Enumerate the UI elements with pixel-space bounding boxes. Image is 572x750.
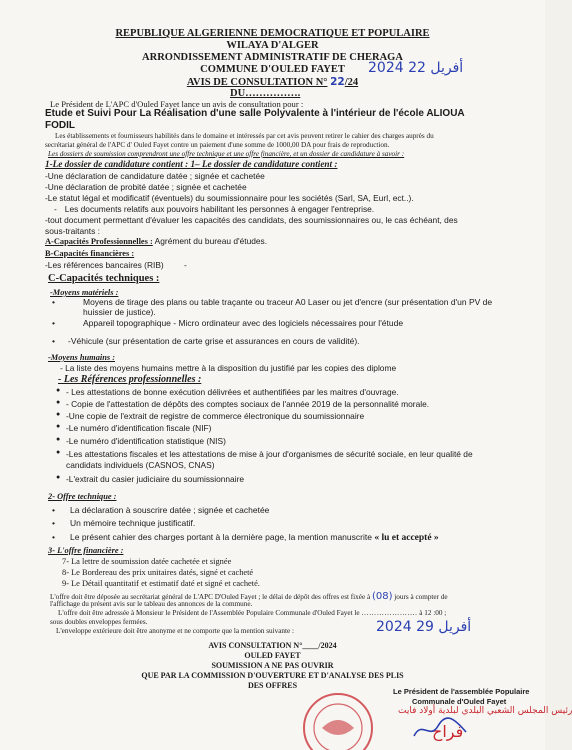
humains-item: - La liste des moyens humains mettre à la disposition du justifié par les copies des diplome [60, 363, 397, 373]
reference-item: -Une copie de l'extrait de registre de commerce électronique du soumissionnaire [66, 411, 365, 421]
signature-name: فراح [432, 722, 464, 741]
commune-title: COMMUNE D'OULED FAYET [200, 64, 345, 75]
references-title: - Les Références professionnelles : [58, 374, 202, 385]
stamp-arabic-text: رئيس المجلس الشعبي البلدي لبلدية أولاد فايت [398, 706, 572, 716]
bullet-icon: ● [56, 399, 61, 406]
candidature-title: 1-Le dossier de candidature contient : 1– Le dossier de candidature contient : [45, 159, 338, 169]
reference-item: candidats individuels (CASNOS, CNAS) [66, 460, 215, 470]
official-stamp-icon [292, 688, 384, 750]
wilaya-title: WILAYA D'ALGER [226, 40, 319, 51]
bullet-icon: • [52, 297, 56, 307]
bullet-icon: ● [56, 436, 61, 443]
candidature-item: -Une déclaration de candidature datée ; signée et cachetée [45, 171, 265, 181]
reference-item: -Le numéro d'identification statistique (NIS) [66, 436, 226, 446]
reference-item: - Copie de l'attestation de dépôts des comptes sociaux de l'année 2019 de la personnalité morale. [66, 399, 430, 409]
footer-line-1: L'offre doit être déposée au secrétariat général de L'APC D'Ouled Fayet ; le délai de dépôt des offres est fixée à (08) jours à compter de [50, 591, 448, 602]
offre-financiere-title: 3- L'offre financière : [48, 546, 124, 555]
signature-title-1: Le Président de l'assemblée Populaire [393, 687, 530, 696]
footer-line-5: L'enveloppe extérieure doit être anonyme et ne comporte que la mention suivante : [56, 627, 294, 635]
footer-line-3: L'offre doit être adressée à Monsieur le Président de l'Assemblée Populaire Communale d'Ouled Fayet le …………………. à 12 :00 ; [58, 609, 447, 617]
reference-item: - Les attestations de bonne exécution délivrées et authentifiées par les maitres d'ouvrage. [66, 387, 399, 397]
reference-item: -Le numéro d'identification fiscale (NIF) [66, 423, 212, 433]
reference-item: -L'extrait du casier judiciaire du soumissionnaire [66, 474, 245, 484]
bullet-icon: ● [56, 474, 61, 481]
bullet-icon: ● [56, 449, 61, 456]
candidature-item: sous-traitants : [45, 226, 100, 236]
reference-item: -Les attestations fiscales et les attestations de mise à jour d'organismes de sécurité sociale, en leur qualité de [66, 449, 473, 459]
handwritten-date-bottom: 2024 أفريل 29 [376, 619, 472, 635]
bullet-icon: • [52, 336, 56, 346]
materiel-item: Moyens de tirage des plans ou table traçante ou traceur A0 Laser ou jet d'encre (sur présentation d'un PV de [83, 297, 493, 307]
offre-technique-item: La déclaration à souscrire datée ; signée et cachetée [70, 505, 270, 515]
closing-line-1: AVIS CONSULTATION N°____/2024 [208, 641, 337, 650]
capacites-fin-label: B-Capacités financières : [45, 249, 135, 258]
arrondissement-title: ARRONDISSEMENT ADMINISTRATIF DE CHERAGA [142, 52, 403, 63]
bullet-icon: • [52, 532, 56, 542]
republic-title: REPUBLIQUE ALGERIENNE DEMOCRATIQUE ET POPULAIRE [115, 28, 430, 39]
bullet-icon: ● [56, 387, 61, 394]
object-line-2: FODIL [45, 120, 75, 131]
moyens-materiels-label: -Moyens matériels : [50, 288, 119, 297]
intro-para-1: Les établissements et fournisseurs habilités dans le domaine et intéressés par cet avis peuvent retirer le cahier des charges auprès du [55, 132, 434, 140]
closing-line-4: QUE PAR LA COMMISSION D'OUVERTURE ET D'ANALYSE DES PLIS [141, 671, 404, 680]
closing-line-3: SOUMISSION A NE PAS OUVRIR [211, 661, 334, 670]
closing-line-5: DES OFFRES [247, 681, 298, 690]
bullet-icon: • [52, 318, 56, 328]
footer-line-4: sous doubles enveloppes fermées. [50, 618, 148, 626]
closing-line-2: OULED FAYET [244, 651, 301, 660]
bullet-icon: ● [56, 423, 61, 430]
avis-number-line: AVIS DE CONSULTATION N° 22/24 [186, 76, 359, 88]
intro-para-3: Les dossiers de soumission comprendront une offre technique et une offre financière, et un dossier de candidature à savoir : [48, 150, 405, 158]
bullet-icon: • [52, 505, 56, 515]
offre-technique-item: Le présent cahier des charges portant à la dernière page, la mention manuscrite « lu et accepté » [70, 532, 439, 543]
signature-scribble-icon [410, 716, 470, 742]
candidature-item: -Une déclaration de probité datée ; signée et cachetée [45, 182, 247, 192]
avis-du-line: DU……………. [230, 88, 301, 99]
candidature-item: -tout document permettant d'évaluer les capacités des candidats, des soumissionnaires ou, le cas échéant, des [45, 215, 458, 225]
candidature-item: - Les documents relatifs aux pouvoirs habilitant les personnes à engager l'entreprise. [54, 204, 375, 214]
capacites-fin-value: -Les références bancaires (RIB) - [45, 260, 187, 270]
offre-technique-title: 2- Offre technique : [48, 492, 117, 501]
capacites-tech-title: C-Capacités techniques : [48, 273, 160, 284]
handwritten-date-top: 2024 أفريل 22 [368, 60, 464, 76]
intro-line: Le Président de L'APC d'Ouled Fayet lance un avis de consultation pour : [50, 99, 304, 109]
intro-para-2: secrétariat général de l'APC d' Ouled Fayet contre un paiement d'une somme de 1000,00 DA pour frais de reproduction. [45, 141, 390, 149]
offre-financiere-item: 7- La lettre de soumission datée cachetée et signée [62, 557, 232, 566]
footer-line-2: l'affichage du présent avis sur le tableau des annonces de la commune. [50, 600, 253, 608]
signature-title-2: Communale d'Ouled Fayet [412, 697, 507, 706]
moyens-humains-label: -Moyens humains : [48, 353, 116, 362]
capacites-pro: A-Capacités Professionnelles : Agrément du bureau d'études. [45, 236, 268, 246]
candidature-item: -Le statut légal et modificatif (éventuels) du soumissionnaire pour les sociétés (Sarl, SA, Eurl, ect..). [45, 193, 414, 203]
materiel-item: Appareil topographique - Micro ordinateur avec des logiciels nécessaires pour l'étude [83, 318, 404, 328]
materiel-item: -Véhicule (sur présentation de carte grise et assurances en cours de validité). [68, 336, 360, 346]
bullet-icon: ● [56, 411, 61, 418]
offre-financiere-item: 8- Le Bordereau des prix unitaires datés, signé et cacheté [62, 568, 254, 577]
materiel-item: huissier de justice). [83, 307, 156, 317]
bullet-icon: • [52, 518, 56, 528]
offre-technique-item: Un mémoire technique justificatif. [70, 518, 196, 528]
object-line-1: Etude et Suivi Pour La Réalisation d'une salle Polyvalente à l'intérieur de l'école ALIOUA [45, 108, 465, 119]
offre-financiere-item: 9- Le Détail quantitatif et estimatif daté et signé et cacheté. [62, 579, 260, 588]
